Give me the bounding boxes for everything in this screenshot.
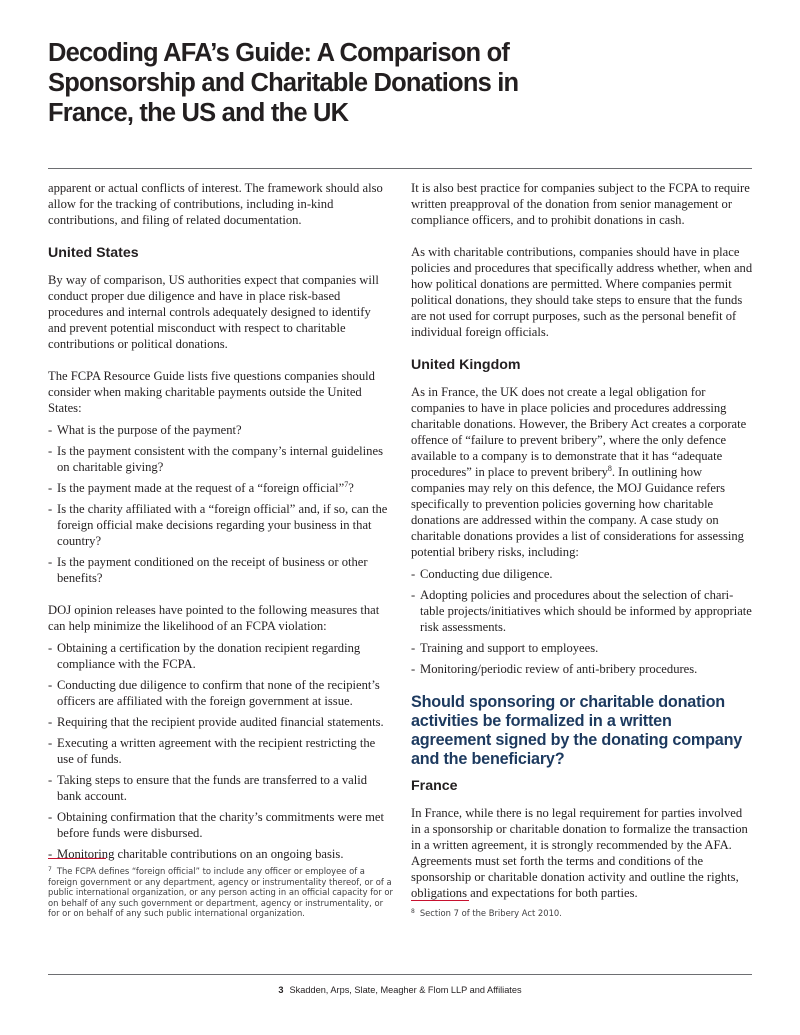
list-item: - Obtaining confirmation that the charity’s commitments were met before funds were disbursed. <box>48 809 390 841</box>
footnote-ref-8[interactable]: 8 <box>607 463 612 473</box>
footnote-8 <box>411 908 751 919</box>
footnote-7 <box>48 866 393 919</box>
list-item: - Is the payment consistent with the company’s internal guidelines on charitable giving? <box>48 443 390 475</box>
page-footer <box>0 985 800 995</box>
section-heading: Should sponsoring or charitable donation activities be formalized in a written agreement signed by the donating company and the beneficiary? <box>411 693 743 768</box>
page-number: 3 <box>278 985 284 995</box>
uk-heading: United Kingdom <box>411 357 521 373</box>
firm-name: Skadden, Arps, Slate, Meagher & Flom LLP and Affiliates <box>289 985 522 995</box>
list-item-suffix: ? <box>348 481 354 495</box>
list-item: - Taking steps to ensure that the funds are transferred to a valid bank account. <box>48 772 390 804</box>
page-title: Decoding AFA’s Guide: A Comparison of Sponsorship and Charitable Donations in France, the US and the UK <box>48 39 519 127</box>
footnote-divider <box>48 858 106 859</box>
uk-considerations-list <box>411 566 753 677</box>
list-item: - Is the charity affiliated with a “foreign official” and, if so, can the foreign official make decisions regarding your business in that country? <box>48 501 390 549</box>
us-paragraph-2: The FCPA Resource Guide lists five questions companies should consider when making charitable payments outside the United States: <box>48 369 375 415</box>
list-item: - Training and support to employees. <box>411 640 753 656</box>
list-item <box>48 480 390 496</box>
intro-paragraph: apparent or actual conflicts of interest. The framework should also allow for the tracking of contributions, including in-kind contributions, and filing of related documentation. <box>48 181 383 227</box>
list-item: - Monitoring charitable contributions on an ongoing basis. <box>48 846 390 862</box>
footnote-number: 7 <box>48 866 52 873</box>
uk-text-a: As in France, the UK does not create a legal obligation for companies to have in place policies and procedures addressing charitable donations. However, the Bribery Act creates a corporate offence of “failure to prevent bribery”, where the only defence available to a company is to demonstrate that it has “adequate procedures” in place to prevent bribery <box>411 385 747 479</box>
list-item: - Requiring that the recipient provide audited financial statements. <box>48 714 390 730</box>
list-item: - Executing a written agreement with the recipient restricting the use of funds. <box>48 735 390 767</box>
footnote-divider <box>411 900 469 901</box>
france-heading: France <box>411 778 458 794</box>
list-item: - Monitoring/periodic review of anti-bribery procedures. <box>411 661 753 677</box>
list-item: - What is the purpose of the payment? <box>48 422 390 438</box>
doj-paragraph: DOJ opinion releases have pointed to the following measures that can help minimize the likelihood of an FCPA violation: <box>48 603 380 633</box>
questions-list <box>48 422 390 586</box>
political-donations-paragraph: As with charitable contributions, companies should have in place policies and procedures that specifically address whether, when and how political donations are permitted. Where companies permit political donations, they should take steps to ensure that the funds are not used for corrupt purposes, such as the personal benefit of individual foreign officials. <box>411 245 753 339</box>
uk-paragraph <box>411 384 753 560</box>
footnote-text: Section 7 of the Bribery Act 2010. <box>419 908 562 918</box>
footnote-ref-7[interactable]: 7 <box>344 479 349 489</box>
france-paragraph: In France, while there is no legal requirement for parties involved in a sponsorship or charitable donation to formalize the transaction in a written agreement, it is strongly recommended by the AFA. Agreements must set forth the terms and conditions of the sponsorship or charitable donation activity and outline the rights, obligations and expectations for both parties. <box>411 806 748 900</box>
left-column <box>48 180 390 878</box>
uk-text-b: . In outlining how companies may rely on this defence, the MOJ Guidance refers specifically to prevention policies governing how charitable donations are addressed within the company. A case study on charitable donations provides a list of considerations for assessing potential bribery risks, including: <box>411 465 744 559</box>
footnote-number: 8 <box>411 908 415 915</box>
us-heading: United States <box>48 245 139 261</box>
title-divider <box>48 168 752 169</box>
list-item-text: Is the payment made at the request of a “foreign official” <box>57 481 345 495</box>
measures-list <box>48 640 390 862</box>
list-item: - Conducting due diligence. <box>411 566 753 582</box>
list-item: - Is the payment conditioned on the receipt of business or other benefits? <box>48 554 390 586</box>
footer-divider <box>48 974 752 975</box>
us-paragraph-1: By way of comparison, US authorities expect that companies will conduct proper due diligence and have in place risk-based procedures and internal controls adequately designed to identify and prevent potential misconduct with respect to charitable contributions or political donations. <box>48 273 379 351</box>
best-practice-paragraph: It is also best practice for companies subject to the FCPA to require written preapproval of the donation from senior management or compliance officers, and to prohibit donations in cash. <box>411 181 750 227</box>
list-item: - Obtaining a certification by the donation recipient regarding compliance with the FCPA. <box>48 640 390 672</box>
list-item: - Conducting due diligence to confirm that none of the recipient’s officers are affiliated with the foreign government at issue. <box>48 677 390 709</box>
list-item: - Adopting policies and procedures about the selection of charitable projects/initiatives which should be informed by appropriate risk assessments. <box>411 587 753 635</box>
right-column <box>411 180 753 917</box>
footnote-text: The FCPA defines “foreign official” to include any officer or employee of a foreign government or any department, agency or instrumentality thereof, or of a public international organization, or any person acting in an official capacity for or on behalf of any such government or department, agency or instrumentality, or for or on behalf of any such public international organization. <box>48 866 393 919</box>
